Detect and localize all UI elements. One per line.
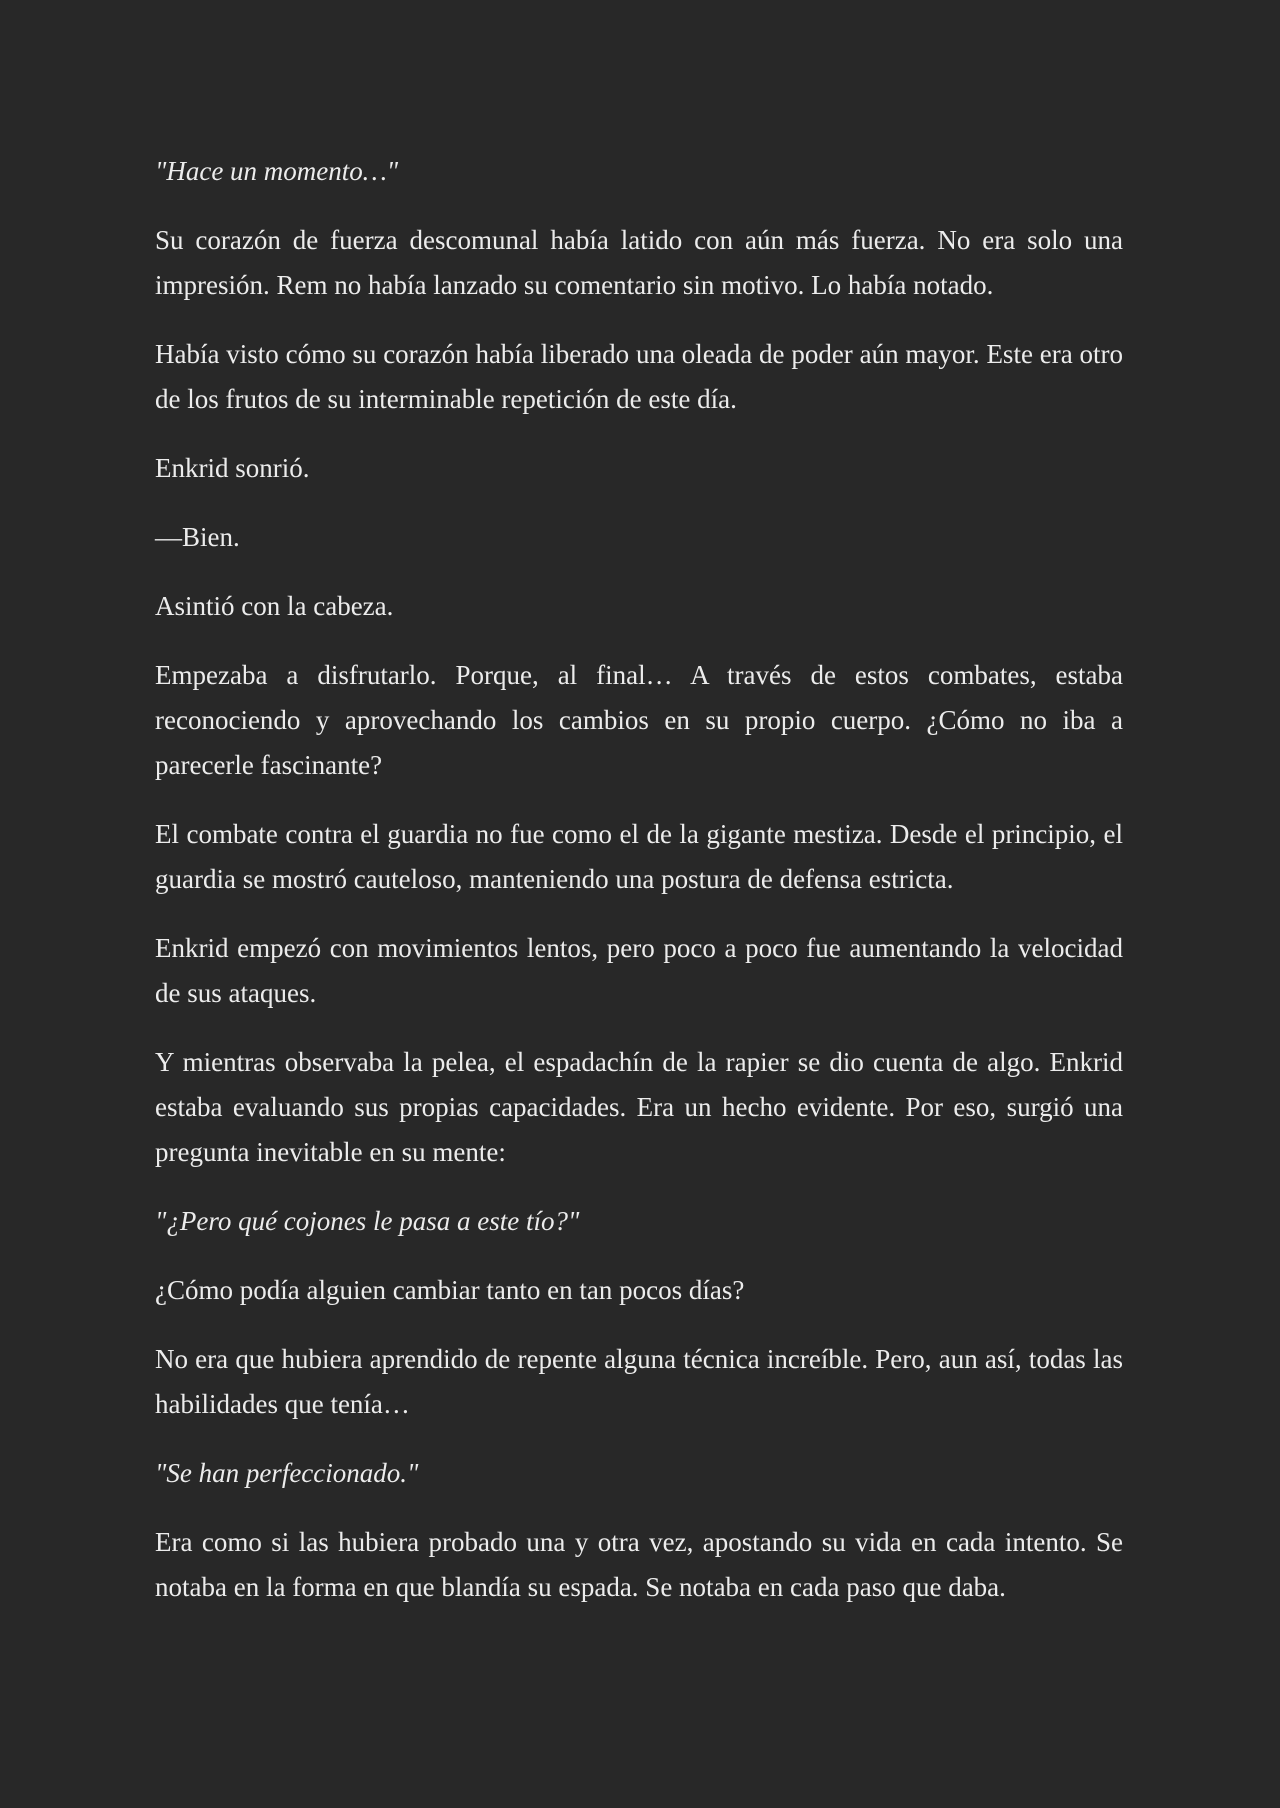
paragraph-thought: "Hace un momento…": [155, 156, 399, 186]
paragraph: Y mientras observaba la pelea, el espadachín de la rapier se dio cuenta de algo. Enkrid estaba evaluando sus propias capacidades. Era un hecho evidente. Por eso, surgió una pregunta inevitable en su mente:: [155, 1047, 1123, 1167]
paragraph: No era que hubiera aprendido de repente alguna técnica increíble. Pero, aun así, todas las habilidades que tenía…: [155, 1344, 1123, 1419]
paragraph: Enkrid empezó con movimientos lentos, pero poco a poco fue aumentando la velocidad de sus ataques.: [155, 933, 1123, 1008]
paragraph: Su corazón de fuerza descomunal había latido con aún más fuerza. No era solo una impresión. Rem no había lanzado su comentario sin motivo. Lo había notado.: [155, 225, 1123, 300]
paragraph-thought: "Se han perfeccionado.": [155, 1458, 419, 1488]
paragraph: Enkrid sonrió.: [155, 453, 310, 483]
paragraph-thought: "¿Pero qué cojones le pasa a este tío?": [155, 1206, 580, 1236]
paragraph: El combate contra el guardia no fue como el de la gigante mestiza. Desde el principio, el guardia se mostró cauteloso, manteniendo una postura de defensa estricta.: [155, 819, 1123, 894]
paragraph: Empezaba a disfrutarlo. Porque, al final… A través de estos combates, estaba reconociendo y aprovechando los cambios en su propio cuerpo. ¿Cómo no iba a parecerle fascinante?: [155, 660, 1123, 780]
paragraph: Había visto cómo su corazón había liberado una oleada de poder aún mayor. Este era otro de los frutos de su interminable repetición de este día.: [155, 339, 1123, 414]
chapter-text: [155, 149, 1123, 1634]
paragraph: ¿Cómo podía alguien cambiar tanto en tan pocos días?: [155, 1275, 745, 1305]
paragraph: Asintió con la cabeza.: [155, 591, 394, 621]
paragraph-dialogue: —Bien.: [155, 522, 240, 552]
paragraph: Era como si las hubiera probado una y otra vez, apostando su vida en cada intento. Se notaba en la forma en que blandía su espada. Se notaba en cada paso que daba.: [155, 1527, 1123, 1602]
